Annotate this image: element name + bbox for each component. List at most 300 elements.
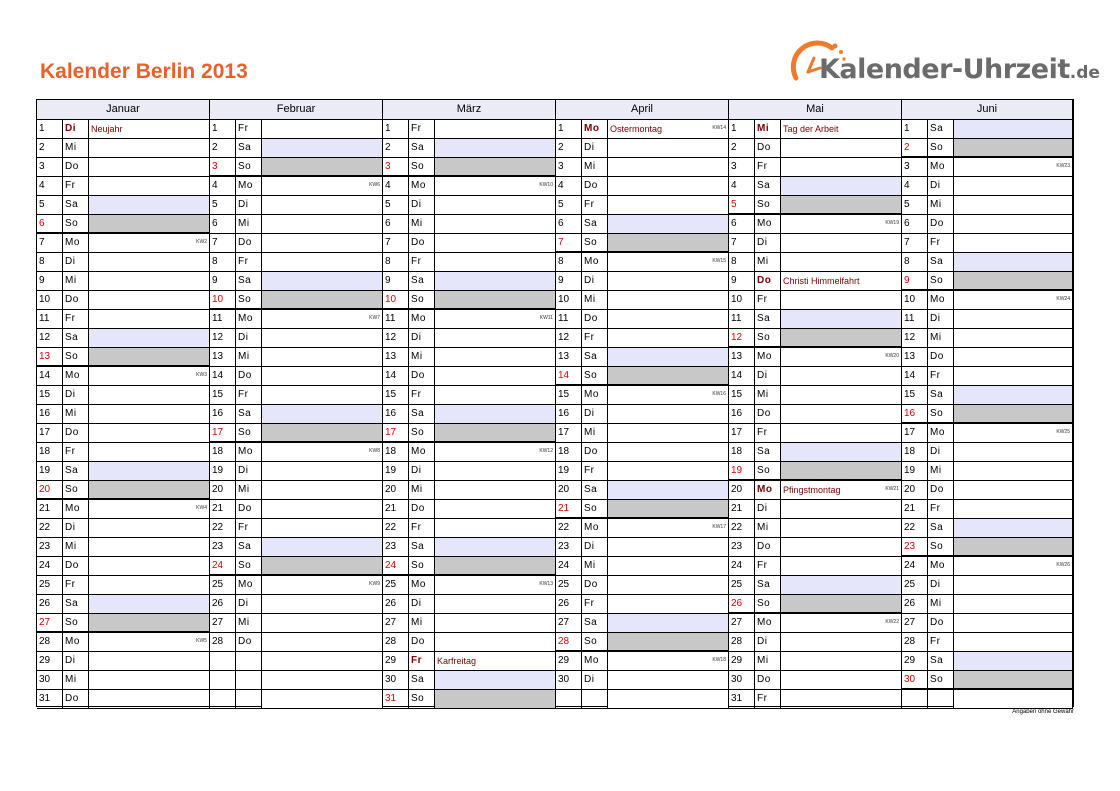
calendar-week-label: KW25 — [1056, 429, 1070, 435]
day-number: 6 — [37, 215, 63, 232]
day-row — [210, 367, 383, 386]
day-row — [37, 405, 210, 424]
day-number: 27 — [383, 614, 409, 632]
day-note — [954, 348, 1073, 366]
day-number: 1 — [210, 120, 236, 138]
calendar-week-label: KW26 — [1056, 562, 1070, 568]
day-note — [262, 652, 383, 670]
day-note — [262, 500, 383, 518]
day-row — [210, 595, 383, 614]
day-note — [435, 424, 556, 441]
weekday: Fr — [236, 253, 262, 271]
month-header: Januar — [37, 100, 210, 120]
calendar-week-label: KW4 — [196, 505, 207, 511]
day-note — [781, 310, 902, 328]
day-row — [383, 614, 556, 633]
weekday: Fr — [928, 367, 954, 385]
day-note — [262, 576, 383, 594]
day-note — [89, 177, 210, 195]
day-row — [383, 424, 556, 443]
day-note — [89, 462, 210, 480]
day-row — [556, 272, 729, 291]
weekday: Di — [236, 196, 262, 214]
day-row — [902, 158, 1073, 177]
day-number: 6 — [729, 215, 755, 233]
day-number: 27 — [210, 614, 236, 632]
day-number: 5 — [902, 196, 928, 214]
day-number: 6 — [383, 215, 409, 233]
day-number: 17 — [556, 424, 582, 442]
day-number: 26 — [902, 595, 928, 613]
day-row — [210, 234, 383, 253]
day-number — [210, 690, 236, 708]
weekday: So — [928, 405, 954, 422]
day-note — [435, 234, 556, 252]
weekday: Mo — [755, 614, 781, 632]
day-number: 30 — [37, 671, 63, 689]
day-number: 7 — [729, 234, 755, 252]
day-number: 20 — [37, 481, 63, 498]
weekday: Do — [755, 538, 781, 556]
day-note — [954, 139, 1073, 156]
calendar-week-label: KW9 — [369, 581, 380, 587]
weekday — [236, 690, 262, 708]
weekday: Fr — [582, 462, 608, 480]
weekday: Fr — [582, 595, 608, 613]
weekday: Di — [928, 310, 954, 328]
page-title: Kalender Berlin 2013 — [40, 60, 248, 83]
weekday: Mo — [928, 158, 954, 176]
weekday: So — [755, 329, 781, 346]
day-number: 15 — [210, 386, 236, 404]
weekday: So — [409, 690, 435, 708]
weekday: Mo — [63, 633, 89, 651]
day-row — [729, 538, 902, 557]
day-note — [608, 671, 729, 689]
day-number: 2 — [37, 139, 63, 157]
day-row — [210, 139, 383, 158]
weekday: Fr — [928, 633, 954, 651]
day-note — [954, 500, 1073, 518]
weekday: Do — [582, 310, 608, 328]
day-number: 22 — [383, 519, 409, 537]
weekday: Do — [409, 633, 435, 651]
weekday: So — [63, 481, 89, 498]
day-number: 4 — [729, 177, 755, 195]
day-number: 15 — [729, 386, 755, 404]
day-row — [37, 291, 210, 310]
day-number: 6 — [210, 215, 236, 233]
day-number: 15 — [383, 386, 409, 404]
day-row — [729, 500, 902, 519]
day-number: 24 — [556, 557, 582, 575]
day-row — [210, 291, 383, 310]
day-row — [729, 519, 902, 538]
day-row — [729, 139, 902, 158]
weekday: Sa — [755, 310, 781, 328]
day-number: 2 — [210, 139, 236, 157]
day-row — [902, 652, 1073, 671]
day-note — [608, 443, 729, 461]
calendar-week-label: KW12 — [539, 448, 553, 454]
day-number: 28 — [37, 633, 63, 651]
day-note — [89, 310, 210, 328]
day-note — [608, 348, 729, 366]
weekday: Fr — [63, 177, 89, 195]
day-note — [954, 215, 1073, 233]
holiday-label: Neujahr — [89, 120, 210, 138]
day-number: 19 — [37, 462, 63, 480]
day-number: 29 — [902, 652, 928, 670]
day-row — [556, 405, 729, 424]
day-number: 22 — [729, 519, 755, 537]
day-number: 31 — [37, 690, 63, 708]
day-row — [37, 215, 210, 234]
day-number: 23 — [37, 538, 63, 556]
day-note — [435, 633, 556, 651]
day-number: 7 — [37, 234, 63, 252]
weekday: Do — [582, 177, 608, 195]
holiday-label: Ostermontag KW14 — [608, 120, 729, 138]
day-row — [37, 310, 210, 329]
day-note — [89, 614, 210, 631]
day-note — [262, 291, 383, 308]
day-number: 16 — [383, 405, 409, 423]
day-note — [435, 253, 556, 271]
day-number: 19 — [210, 462, 236, 480]
day-row — [37, 614, 210, 633]
weekday: Mo — [755, 481, 781, 499]
day-number: 5 — [729, 196, 755, 213]
day-row — [37, 671, 210, 690]
day-number: 16 — [210, 405, 236, 423]
day-note — [262, 424, 383, 441]
weekday: Sa — [63, 595, 89, 613]
day-number: 21 — [210, 500, 236, 518]
day-note — [262, 120, 383, 138]
weekday: Fr — [236, 386, 262, 404]
logo-text: Kalender-Uhrzeit.de — [819, 54, 1100, 85]
day-number: 11 — [37, 310, 63, 328]
weekday: Sa — [928, 652, 954, 670]
day-number: 14 — [37, 367, 63, 385]
day-row — [210, 614, 383, 633]
day-number: 28 — [210, 633, 236, 651]
weekday: Do — [236, 633, 262, 651]
day-number: 7 — [383, 234, 409, 252]
day-note — [608, 633, 729, 650]
day-note — [954, 652, 1073, 670]
weekday: Mo — [236, 443, 262, 461]
day-note — [781, 177, 902, 195]
weekday: Mo — [236, 310, 262, 328]
day-number: 22 — [556, 519, 582, 537]
day-row — [556, 310, 729, 329]
day-number: 25 — [383, 576, 409, 594]
day-row — [383, 234, 556, 253]
day-row — [210, 519, 383, 538]
day-number: 26 — [383, 595, 409, 613]
day-number: 29 — [383, 652, 409, 670]
day-number: 26 — [729, 595, 755, 612]
day-row — [729, 557, 902, 576]
day-number: 2 — [556, 139, 582, 157]
day-note — [262, 690, 383, 708]
day-note — [781, 462, 902, 479]
weekday: Di — [755, 367, 781, 385]
day-row — [556, 177, 729, 196]
day-number: 27 — [556, 614, 582, 632]
calendar-week-label: KW22 — [885, 619, 899, 625]
day-number: 29 — [556, 652, 582, 670]
day-note — [781, 633, 902, 651]
day-row — [37, 348, 210, 367]
day-note — [954, 196, 1073, 214]
day-note — [954, 386, 1073, 404]
day-number: 2 — [902, 139, 928, 156]
day-number: 17 — [37, 424, 63, 442]
weekday: Do — [755, 671, 781, 689]
day-note — [608, 614, 729, 632]
day-row — [210, 177, 383, 196]
day-note — [954, 519, 1073, 537]
month-header: März — [383, 100, 556, 120]
month-header: Juni — [902, 100, 1073, 120]
day-number: 4 — [210, 177, 236, 195]
day-note — [262, 234, 383, 252]
weekday: Do — [582, 576, 608, 594]
day-row — [383, 538, 556, 557]
day-note — [89, 234, 210, 252]
day-number: 21 — [556, 500, 582, 517]
day-row — [210, 462, 383, 481]
weekday: Mi — [63, 671, 89, 689]
day-note — [954, 120, 1073, 138]
weekday: Di — [409, 196, 435, 214]
day-number: 18 — [902, 443, 928, 461]
day-row — [729, 595, 902, 614]
weekday: Fr — [755, 424, 781, 442]
day-number: 16 — [556, 405, 582, 423]
day-row — [902, 671, 1073, 690]
day-note — [608, 481, 729, 499]
day-note — [89, 481, 210, 498]
day-row — [556, 652, 729, 671]
day-number: 22 — [902, 519, 928, 537]
day-row — [729, 253, 902, 272]
weekday: Sa — [582, 348, 608, 366]
weekday: Do — [236, 367, 262, 385]
day-number: 15 — [37, 386, 63, 404]
weekday: Fr — [928, 234, 954, 252]
weekday: Mi — [755, 120, 781, 138]
day-row — [902, 310, 1073, 329]
day-note — [781, 158, 902, 176]
holiday-label: Tag der Arbeit — [781, 120, 902, 138]
weekday: Fr — [63, 443, 89, 461]
day-number: 6 — [902, 215, 928, 233]
day-number: 17 — [729, 424, 755, 442]
day-note — [954, 690, 1073, 708]
day-number: 1 — [902, 120, 928, 138]
day-note — [89, 196, 210, 214]
day-number: 31 — [729, 690, 755, 708]
day-note — [435, 595, 556, 613]
day-number: 22 — [37, 519, 63, 537]
day-number: 3 — [37, 158, 63, 176]
day-note — [435, 158, 556, 175]
day-note — [435, 139, 556, 157]
day-note — [262, 329, 383, 347]
day-number: 21 — [902, 500, 928, 518]
day-number: 20 — [210, 481, 236, 499]
calendar-week-label: KW3 — [196, 372, 207, 378]
day-row — [210, 652, 383, 671]
weekday: Fr — [409, 652, 435, 670]
day-row — [210, 253, 383, 272]
weekday: Di — [928, 443, 954, 461]
day-row — [729, 405, 902, 424]
day-note — [89, 329, 210, 347]
weekday — [236, 671, 262, 689]
day-row — [37, 424, 210, 443]
day-note — [608, 291, 729, 309]
month-header: Februar — [210, 100, 383, 120]
day-note — [262, 462, 383, 480]
day-row — [556, 367, 729, 386]
day-row — [902, 215, 1073, 234]
day-row — [556, 595, 729, 614]
day-number: 30 — [729, 671, 755, 689]
day-number: 1 — [383, 120, 409, 138]
day-note — [608, 462, 729, 480]
day-number: 21 — [37, 500, 63, 518]
day-row — [37, 386, 210, 405]
day-row — [37, 120, 210, 139]
day-number: 17 — [210, 424, 236, 441]
day-number: 3 — [729, 158, 755, 176]
weekday: Sa — [928, 120, 954, 138]
day-number: 18 — [556, 443, 582, 461]
day-number: 20 — [729, 481, 755, 499]
weekday: Do — [755, 139, 781, 157]
weekday: Mo — [755, 215, 781, 233]
weekday: So — [582, 500, 608, 517]
day-number: 3 — [902, 158, 928, 176]
day-row — [210, 329, 383, 348]
day-row — [556, 329, 729, 348]
day-number: 25 — [37, 576, 63, 594]
weekday: Di — [63, 120, 89, 138]
day-row — [729, 310, 902, 329]
day-number: 1 — [729, 120, 755, 138]
day-row — [729, 576, 902, 595]
day-note — [89, 671, 210, 689]
day-number: 9 — [729, 272, 755, 290]
day-row — [383, 576, 556, 595]
day-row — [729, 177, 902, 196]
day-row — [37, 652, 210, 671]
day-note — [781, 614, 902, 632]
day-number — [210, 671, 236, 689]
day-number: 30 — [383, 671, 409, 689]
weekday: Do — [409, 234, 435, 252]
weekday: Do — [928, 348, 954, 366]
weekday — [928, 690, 954, 708]
day-note — [608, 386, 729, 404]
day-number: 4 — [556, 177, 582, 195]
day-number: 14 — [902, 367, 928, 385]
day-row — [556, 633, 729, 652]
day-row — [556, 481, 729, 500]
day-number: 20 — [383, 481, 409, 499]
day-note — [89, 690, 210, 708]
day-row — [556, 690, 729, 709]
day-note — [262, 633, 383, 651]
day-row — [729, 671, 902, 690]
weekday: Fr — [582, 329, 608, 347]
day-number: 25 — [729, 576, 755, 594]
day-note — [435, 538, 556, 556]
weekday: Di — [582, 405, 608, 423]
weekday: Di — [236, 329, 262, 347]
day-number: 24 — [902, 557, 928, 575]
day-note — [89, 519, 210, 537]
day-note — [435, 481, 556, 499]
day-number: 28 — [902, 633, 928, 651]
day-row — [210, 196, 383, 215]
day-note — [781, 386, 902, 404]
weekday: Fr — [236, 519, 262, 537]
day-number: 4 — [383, 177, 409, 195]
day-row — [902, 500, 1073, 519]
day-row — [729, 424, 902, 443]
weekday: So — [236, 424, 262, 441]
weekday: Do — [409, 367, 435, 385]
day-number: 23 — [729, 538, 755, 556]
day-row — [37, 329, 210, 348]
day-number: 8 — [383, 253, 409, 271]
day-row — [902, 690, 1073, 709]
day-note — [262, 595, 383, 613]
weekday: Di — [582, 139, 608, 157]
day-number: 12 — [37, 329, 63, 347]
weekday: So — [755, 196, 781, 213]
day-row — [729, 386, 902, 405]
day-note — [781, 253, 902, 271]
day-number: 29 — [37, 652, 63, 670]
weekday: So — [409, 291, 435, 308]
weekday: Mi — [582, 424, 608, 442]
weekday: So — [928, 671, 954, 688]
weekday: Di — [582, 538, 608, 556]
weekday: Sa — [236, 272, 262, 290]
day-note — [435, 462, 556, 480]
day-row — [383, 481, 556, 500]
day-number: 11 — [210, 310, 236, 328]
day-row — [383, 500, 556, 519]
weekday: So — [236, 291, 262, 308]
weekday: Do — [63, 690, 89, 708]
day-row — [210, 481, 383, 500]
day-note — [435, 215, 556, 233]
day-number: 25 — [556, 576, 582, 594]
day-row — [37, 481, 210, 500]
day-note — [89, 557, 210, 575]
day-note — [781, 291, 902, 309]
day-row — [383, 557, 556, 576]
day-note — [781, 652, 902, 670]
